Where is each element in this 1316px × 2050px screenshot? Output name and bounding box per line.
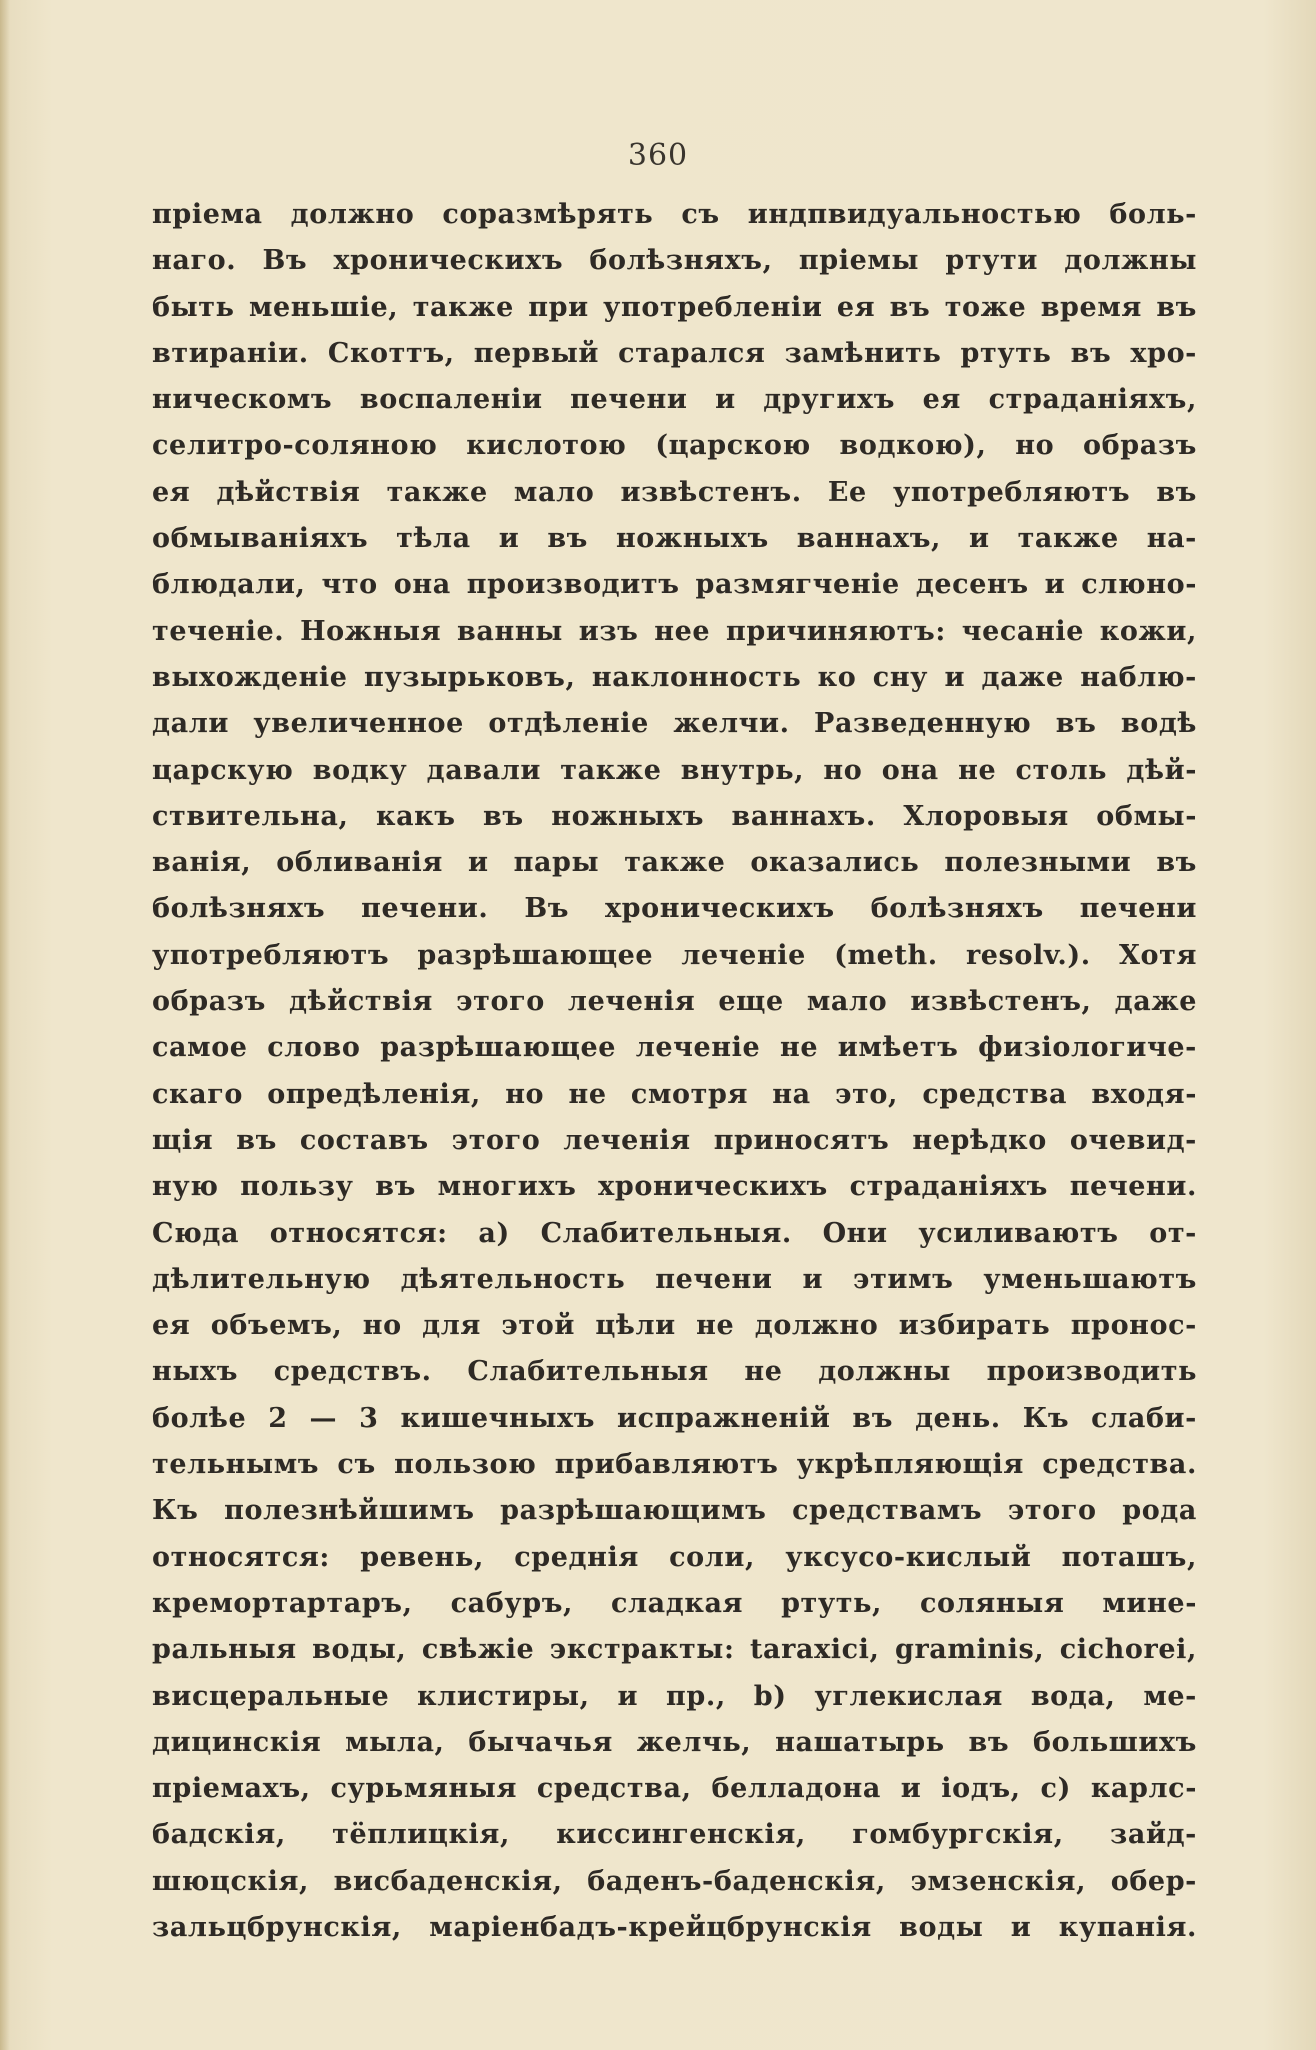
text-line: болѣе 2 — 3 кишечныхъ испражненій въ день. Къ слаби-	[152, 1402, 1197, 1434]
text-line: втираніи. Скоттъ, первый старался замѣнить ртуть въ хро-	[152, 337, 1197, 369]
text-line: Сюда относятся: а) Слабительныя. Они усиливаютъ от-	[152, 1217, 1197, 1249]
text-line: болѣзняхъ печени. Въ хроническихъ болѣзняхъ печени	[152, 893, 1197, 925]
text-line: ствительна, какъ въ ножныхъ ваннахъ. Хлоровыя обмы-	[152, 800, 1197, 832]
body-text	[152, 192, 1197, 1951]
text-line: образъ дѣйствія этого леченія еще мало извѣстенъ, даже	[152, 986, 1197, 1018]
text-line: дали увеличенное отдѣленіе желчи. Разведенную въ водѣ	[152, 708, 1197, 740]
page-edge-shadow	[0, 0, 10, 2050]
text-line: ныхъ средствъ. Слабительныя не должны производить	[152, 1356, 1197, 1388]
text-line: ральныя воды, свѣжіе экстракты: taraxici, graminis, cichorei,	[152, 1634, 1197, 1666]
text-line: самое слово разрѣшающее леченіе не имѣетъ физіологиче-	[152, 1032, 1197, 1064]
text-line: ея объемъ, но для этой цѣли не должно избирать пронос-	[152, 1310, 1197, 1342]
page-number: 360	[627, 138, 689, 173]
text-line: обмываніяхъ тѣла и въ ножныхъ ваннахъ, и также на-	[152, 523, 1197, 555]
text-line: пріемахъ, сурьмяныя средства, белладона и іодъ, c) карлс-	[152, 1773, 1197, 1805]
text-line: наго. Въ хроническихъ болѣзняхъ, пріемы ртути должны	[152, 245, 1197, 277]
text-line: скаго опредѣленія, но не смотря на это, средства входя-	[152, 1078, 1197, 1110]
text-line: зальцбрунскія, маріенбадъ-крейцбрунскія воды и купанія.	[152, 1911, 1197, 1943]
text-line: пріема должно соразмѣрять съ индпвидуальностью боль-	[152, 199, 1197, 230]
text-line: кремортартаръ, сабуръ, сладкая ртуть, соляныя мине-	[152, 1587, 1197, 1619]
text-line: дѣлительную дѣятельность печени и этимъ уменьшаютъ	[152, 1263, 1197, 1295]
text-line: дицинскія мыла, бычачья желчь, нашатырь въ большихъ	[152, 1726, 1197, 1758]
text-line: ническомъ воспаленіи печени и другихъ ея страданіяхъ,	[152, 384, 1197, 416]
text-line: относятся: ревень, среднія соли, уксусо-кислый поташъ,	[152, 1541, 1197, 1573]
text-line: щія въ составъ этого леченія приносятъ нерѣдко очевид-	[152, 1124, 1197, 1156]
text-line: блюдали, что она производитъ размягченіе десенъ и слюно-	[152, 569, 1197, 601]
text-line: бадскія, тёплицкія, киссингенскія, гомбургскія, зайд-	[152, 1819, 1197, 1851]
text-line: ванія, обливанія и пары также оказались полезными въ	[152, 847, 1197, 879]
text-line: ную пользу въ многихъ хроническихъ страданіяхъ печени.	[152, 1171, 1197, 1203]
text-line: тельнымъ съ пользою прибавляютъ укрѣпляющія средства.	[152, 1449, 1197, 1481]
text-line: теченіе. Ножныя ванны изъ нее причиняютъ: чесаніе кожи,	[152, 615, 1197, 647]
text-line: быть меньшіе, также при употребленіи ея въ тоже время въ	[152, 291, 1197, 323]
text-line: Къ полезнѣйшимъ разрѣшающимъ средствамъ этого рода	[152, 1495, 1197, 1527]
text-line: висцеральные клистиры, и пр., b) углекислая вода, ме-	[152, 1680, 1197, 1712]
text-line: ея дѣйствія также мало извѣстенъ. Ее употребляютъ въ	[152, 476, 1197, 508]
text-line: царскую водку давали также внутрь, но она не столь дѣй-	[152, 754, 1197, 786]
text-line: выхожденіе пузырьковъ, наклонность ко сну и даже наблю-	[152, 661, 1197, 693]
text-line: употребляютъ разрѣшающее леченіе (meth. resolv.). Хотя	[152, 939, 1197, 971]
text-line: селитро-соляною кислотою (царскою водкою), но образъ	[152, 430, 1197, 462]
text-line: шюцскія, висбаденскія, баденъ-баденскія, эмзенскія, обер-	[152, 1865, 1197, 1897]
